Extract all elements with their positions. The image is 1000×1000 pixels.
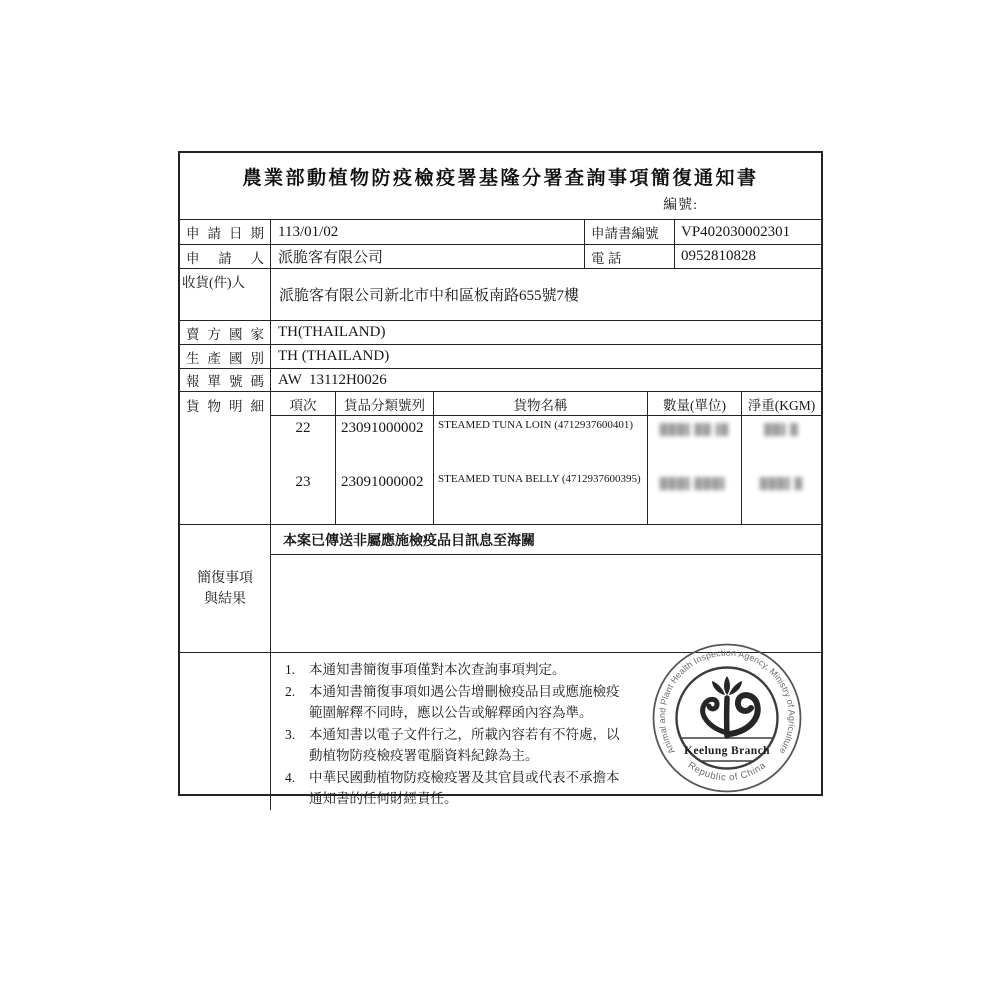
reply-message: 本案已傳送非屬應施檢疫品目訊息至海關 xyxy=(271,525,821,555)
field-row-apply-date xyxy=(180,219,821,244)
qty-column xyxy=(647,416,741,524)
field-value: 0952810828 xyxy=(674,245,821,268)
field-value: 派脆客有限公司新北市中和區板南路655號7樓 xyxy=(270,269,821,320)
goods-table xyxy=(270,392,821,524)
reply-area xyxy=(270,525,821,652)
goods-table-body xyxy=(271,416,821,524)
keelung-branch-seal xyxy=(651,642,803,794)
field-label: 收貨(件)人 xyxy=(182,275,245,290)
column-header-qty: 數量(單位) xyxy=(647,392,741,415)
table-cell: 23091000002 xyxy=(341,420,424,436)
table-cell: STEAMED TUNA BELLY (4712937600395) xyxy=(438,473,641,485)
note-number: 1. xyxy=(285,662,296,677)
column-header-item-no: 項次 xyxy=(289,397,317,413)
field-label: 報單號碼 xyxy=(186,374,264,389)
field-label: 賣方國家 xyxy=(186,326,264,342)
field-row-declaration-no xyxy=(180,368,821,391)
field-label: 生產國別 xyxy=(186,350,264,366)
goods-table-header xyxy=(271,392,821,416)
field-value: 派脆客有限公司 xyxy=(270,245,584,268)
code-column xyxy=(335,416,433,524)
table-cell: 22 xyxy=(295,420,311,436)
field-value: 113/01/02 xyxy=(270,220,584,244)
redacted-value: ███▌█ xyxy=(759,478,804,491)
serial-number-label: 編號: xyxy=(663,198,698,213)
redacted-value: ███▌███▌ xyxy=(659,478,730,491)
note-text: 本通知書以電子文件行之，所載內容若有不符處，以動植物防疫檢疫署電腦資料紀錄為主。 xyxy=(309,726,620,763)
column-header-name: 貨物名稱 xyxy=(433,392,647,415)
field-value: AW 13112H0026 xyxy=(270,369,821,391)
reply-label-line1: 簡復事項 xyxy=(197,570,253,586)
goods-section xyxy=(180,391,821,524)
field-row-applicant xyxy=(180,244,821,268)
column-header-weight: 淨重(KGM) xyxy=(741,392,821,415)
seal-branch-text: Keelung Branch xyxy=(684,745,770,757)
field-value: TH (THAILAND) xyxy=(270,345,821,368)
weight-column xyxy=(741,416,821,524)
field-row-origin-country xyxy=(180,344,821,368)
field-label: 電 話 xyxy=(584,245,674,268)
notice-document xyxy=(178,151,823,806)
reply-section-label xyxy=(180,525,270,652)
table-cell: 23 xyxy=(295,474,311,490)
field-row-seller-country xyxy=(180,320,821,344)
note-text: 本通知書簡復事項僅對本次查詢事項判定。 xyxy=(309,662,566,677)
note-text: 中華民國動植物防疫檢疫署及其官員或代表不承擔本通知書的任何財經責任。 xyxy=(309,769,620,806)
notes-section xyxy=(180,647,821,810)
seal-arc-top-text: Animal and Plant Health Inspection Agency, Ministry of Agriculture xyxy=(656,647,798,756)
field-row-consignee xyxy=(180,268,821,320)
field-value: TH(THAILAND) xyxy=(270,321,821,344)
field-label: 申請書編號 xyxy=(584,220,674,244)
redacted-value: ██▌█ xyxy=(764,424,799,437)
page-title: 農業部動植物防疫檢疫署基隆分署查詢事項簡復通知書 xyxy=(242,168,759,189)
plant-logo-icon xyxy=(703,676,758,736)
reply-section xyxy=(180,524,821,652)
table-cell: STEAMED TUNA LOIN (4712937600401) xyxy=(438,419,634,431)
field-label: 申請日期 xyxy=(186,226,264,241)
notes-area xyxy=(270,647,821,810)
column-header-code: 貨品分類號列 xyxy=(335,392,433,415)
field-label: 申 請 人 xyxy=(186,250,264,266)
reply-label-line2: 與結果 xyxy=(204,591,246,607)
note-number: 3. xyxy=(285,726,296,742)
notes-label-column xyxy=(180,653,270,810)
goods-section-label: 貨物明細 xyxy=(186,399,264,414)
note-text: 本通知書簡復事項如遇公告增刪檢疫品目或應施檢疫範圍解釋不同時，應以公告或解釋函內容為準。 xyxy=(309,683,620,720)
field-value: VP402030002301 xyxy=(674,220,821,244)
table-cell: 23091000002 xyxy=(341,474,424,490)
note-number: 4. xyxy=(285,769,296,785)
item-no-column xyxy=(271,416,335,524)
redacted-value: ███▌██▐█ xyxy=(659,424,730,437)
note-number: 2. xyxy=(285,683,296,699)
name-column xyxy=(433,416,647,524)
seal-arc-bottom-text: Republic of China xyxy=(685,759,769,784)
reply-empty-space xyxy=(271,555,821,652)
title-row xyxy=(180,153,821,219)
